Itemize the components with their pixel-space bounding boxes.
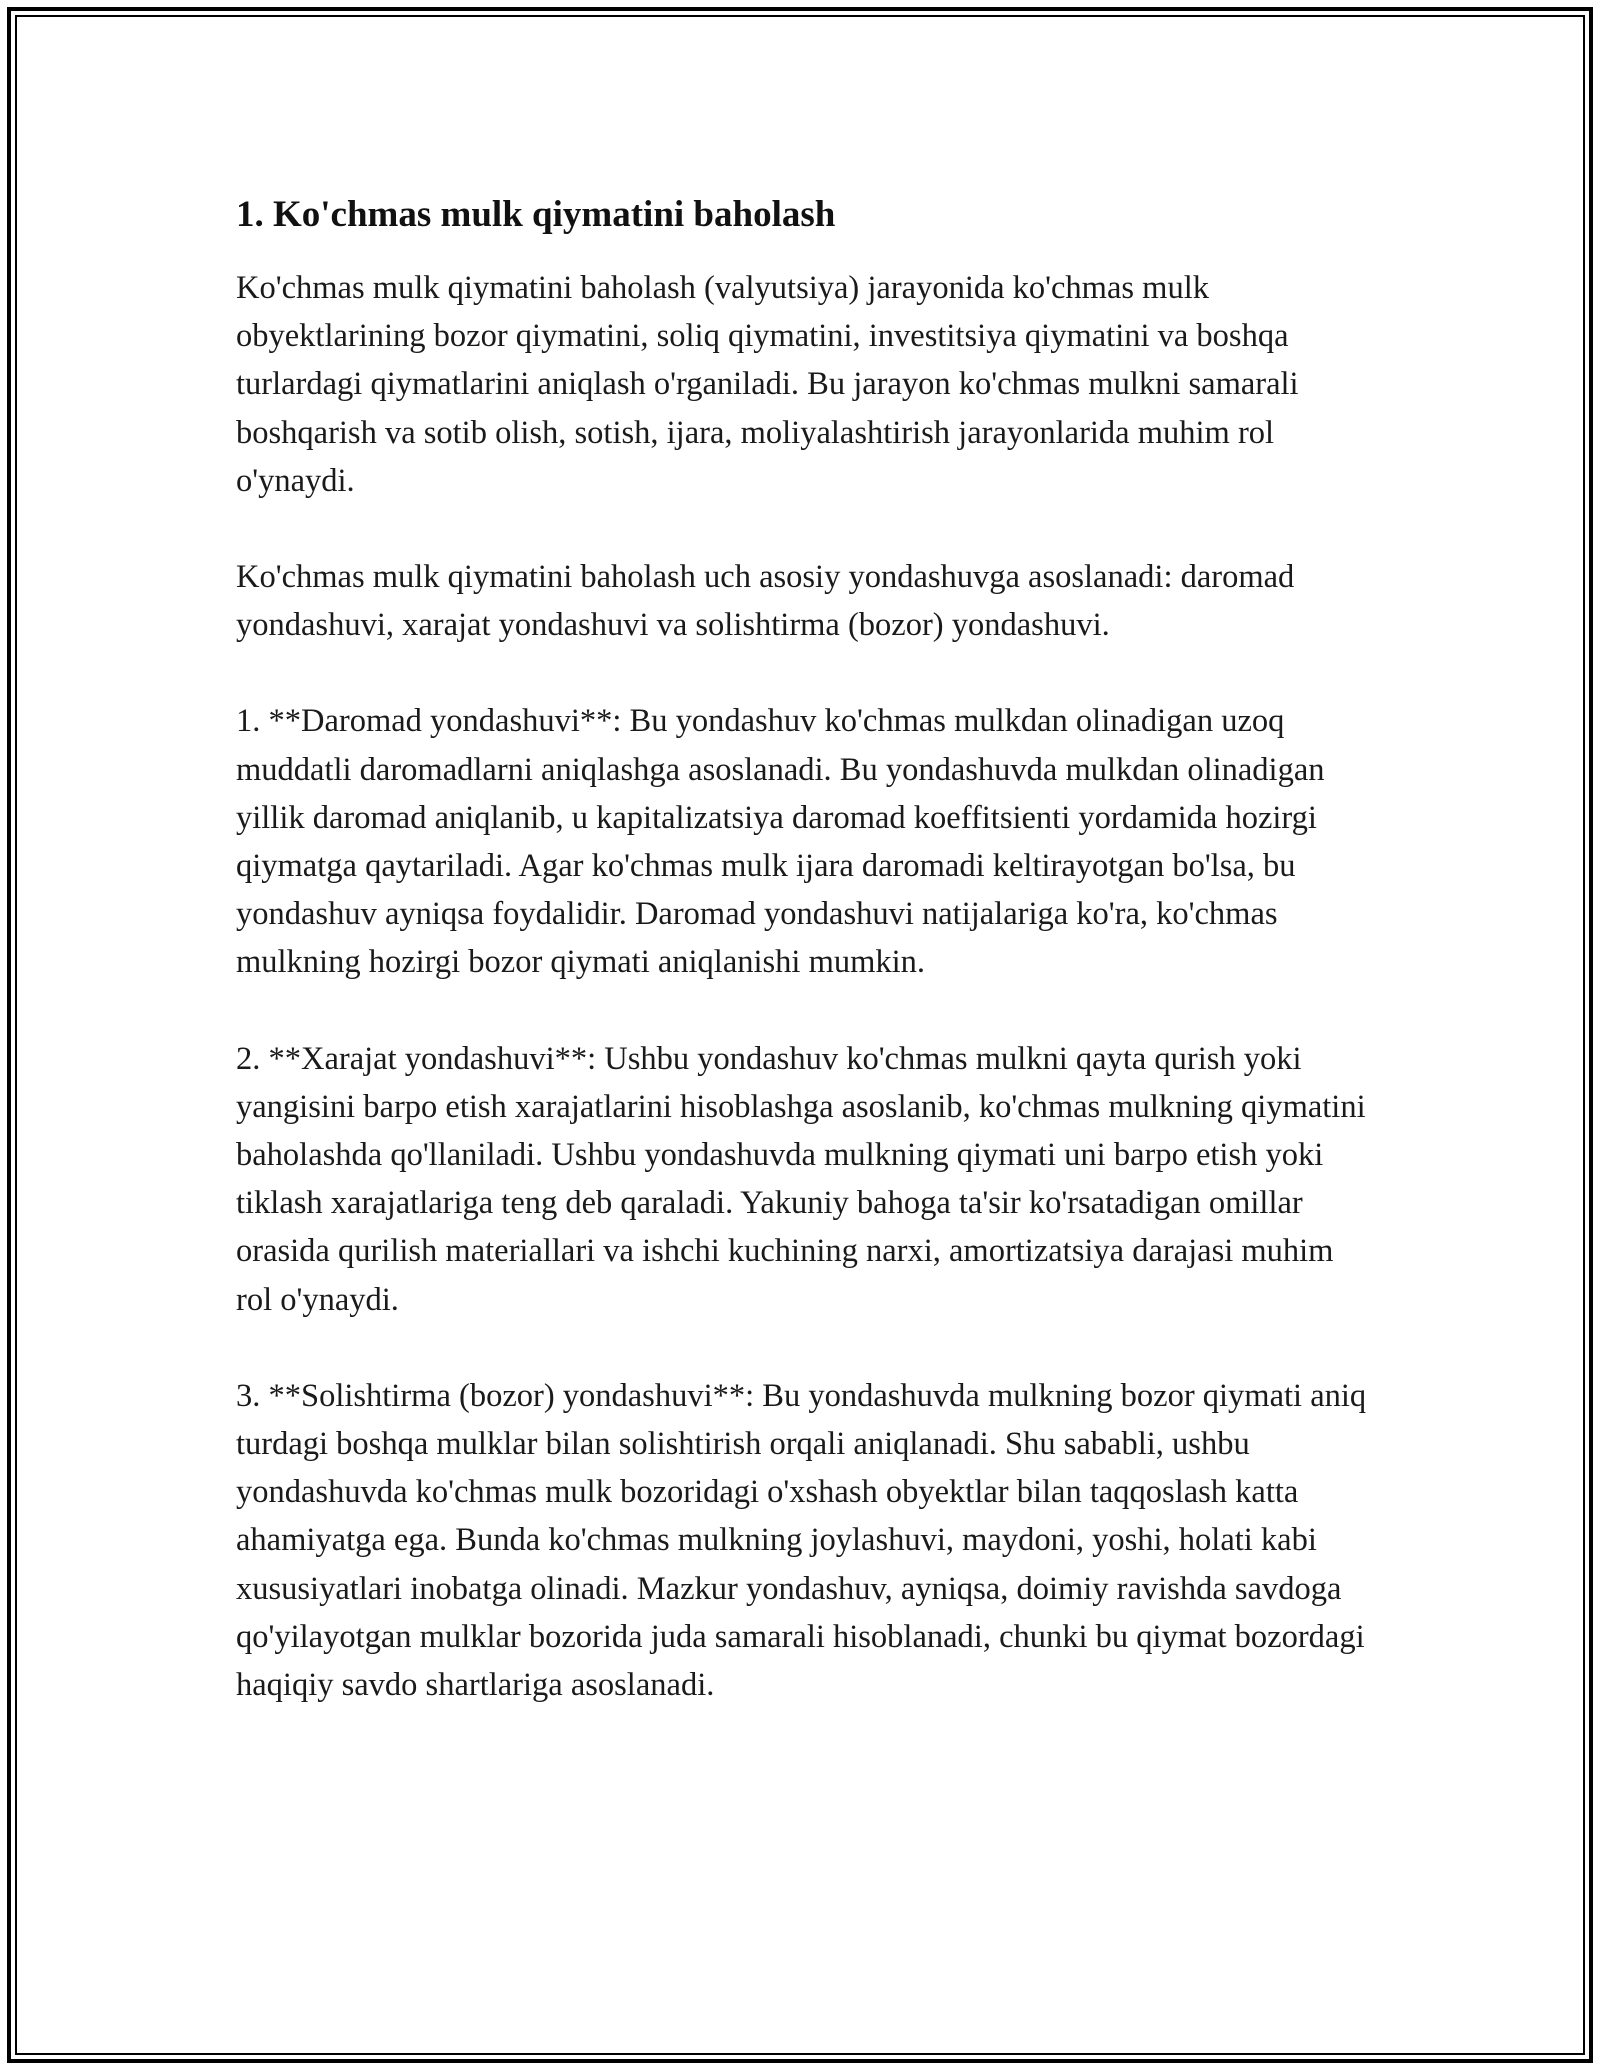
paragraph-market-approach: 3. **Solishtirma (bozor) yondashuvi**: Bu yondashuvda mulkning bozor qiymati aniq turdagi boshqa mulklar bilan solishtirish orqali aniqlanadi. Shu sababli, ushbu yondashuvda ko'chmas mulk bozoridagi o'xshash obyektlar bilan taqqoslash katta ahamiyatga ega. Bunda ko'chmas mulkning joylashuvi, maydoni, yoshi, holati kabi xususiyatlari inobatga olinadi. Mazkur yondashuv, ayniqsa, doimiy ravishda savdoga qo'yilayotgan mulklar bozorida juda samarali hisoblanadi, chunki bu qiymat bozordagi haqiqiy savdo shartlariga asoslanadi. [236, 1377, 1367, 1704]
document-body [236, 188, 1376, 1757]
paragraph-cost-approach: 2. **Xarajat yondashuvi**: Ushbu yondashuv ko'chmas mulkni qayta qurish yoki yangisini barpo etish xarajatlarini hisoblashga asoslanib, ko'chmas mulkning qiymatini baholashda qo'llaniladi. Ushbu yondashuvda mulkning qiymati uni barpo etish yoki tiklash xarajatlariga teng deb qaraladi. Yakuniy bahoga ta'sir ko'rsatadigan omillar orasida qurilish materiallari va ishchi kuchining narxi, amortizatsiya darajasi muhim rol o'ynaydi. [236, 1040, 1366, 1318]
paragraph-intro: Ko'chmas mulk qiymatini baholash (valyutsiya) jarayonida ko'chmas mulk obyektlarining bozor qiymatini, soliq qiymatini, investitsiya qiymatini va boshqa turlardagi qiymatlarini aniqlash o'rganiladi. Bu jarayon ko'chmas mulkni samarali boshqarish va sotib olish, sotish, ijara, moliyalashtirish jarayonlarida muhim rol o'ynaydi. [236, 270, 1299, 499]
paragraph-income-approach: 1. **Daromad yondashuvi**: Bu yondashuv ko'chmas mulkdan olinadigan uzoq muddatli daromadlarni aniqlashga asoslanadi. Bu yondashuvda mulkdan olinadigan yillik daromad aniqlanib, u kapitalizatsiya daromad koeffitsienti yordamida hozirgi qiymatga qaytariladi. Agar ko'chmas mulk ijara daromadi keltirayotgan bo'lsa, bu yondashuv ayniqsa foydalidir. Daromad yondashuvi natijalariga ko'ra, ko'chmas mulkning hozirgi bozor qiymati aniqlanishi mumkin. [236, 703, 1325, 981]
paragraph-approaches-overview: Ko'chmas mulk qiymatini baholash uch asosiy yondashuvga asoslanadi: daromad yondashuvi, xarajat yondashuvi va solishtirma (bozor) yondashuvi. [236, 559, 1295, 644]
section-heading: 1. Ko'chmas mulk qiymatini baholash [236, 194, 836, 235]
